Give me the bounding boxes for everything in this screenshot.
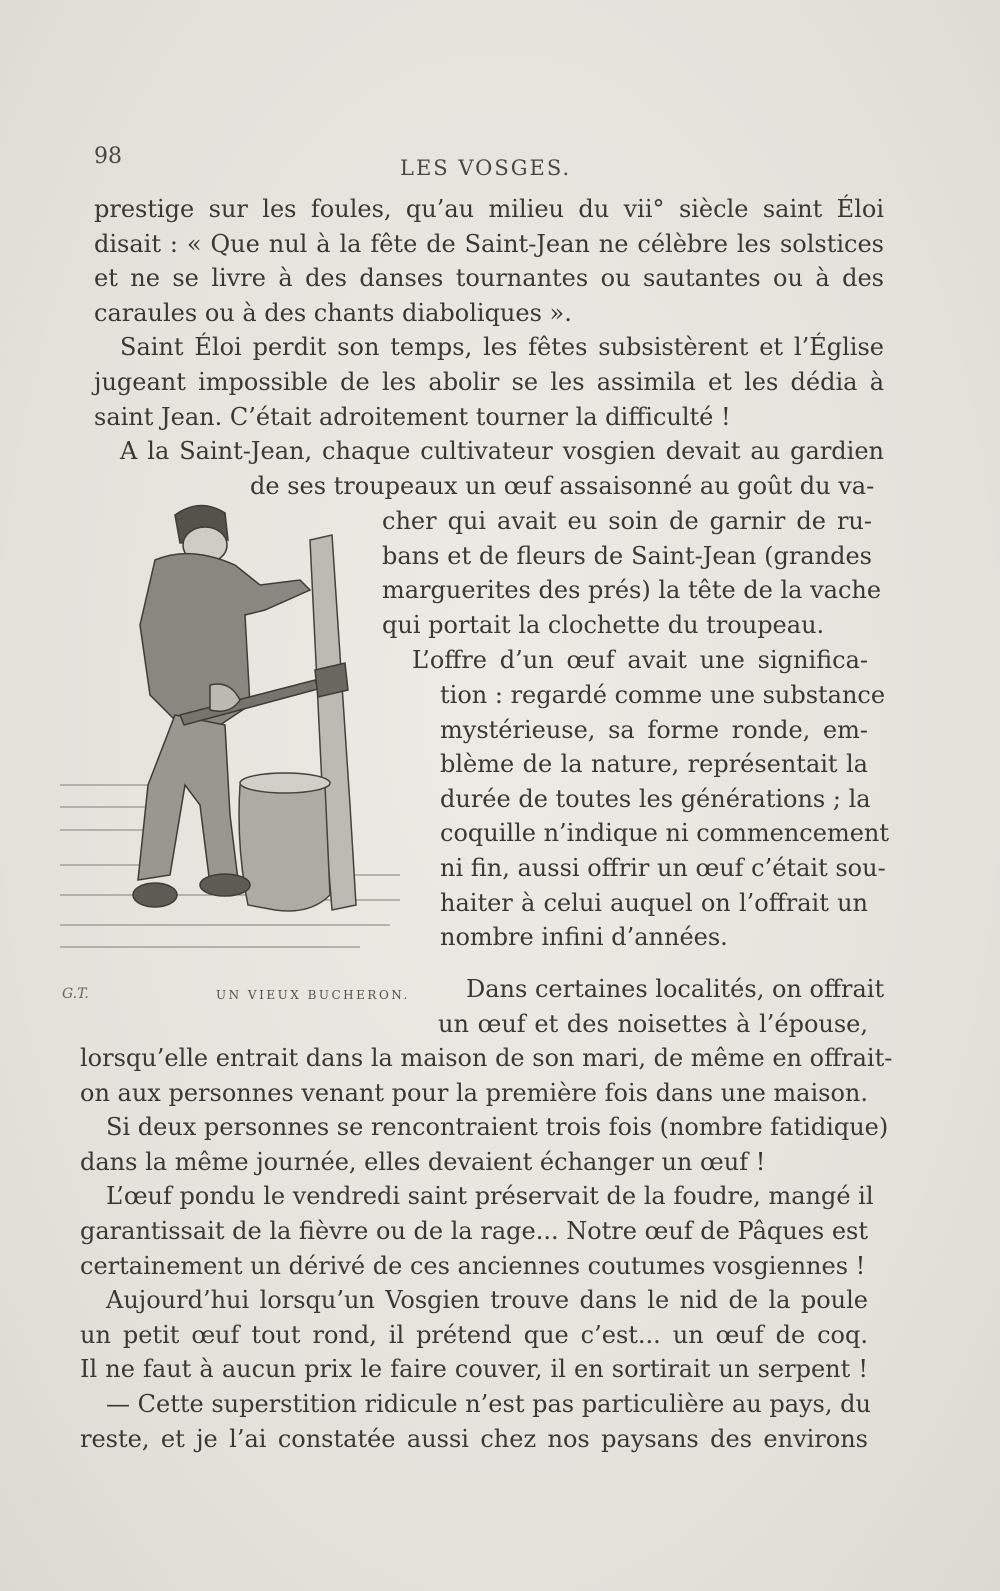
text-line: A la Saint-Jean, chaque cultivateur vosgien devait au gardien [120,437,884,466]
text-line: bans et de fleurs de Saint-Jean (grandes [382,541,872,570]
text-line: L’œuf pondu le vendredi saint préservait de la foudre, mangé il [106,1182,874,1211]
illustration-caption: UN VIEUX BUCHERON. [216,988,410,1002]
text-line: disait : « Que nul à la fête de Saint-Jean ne célèbre les solstices [94,229,884,258]
wrap-paragraph-c [466,972,885,1007]
woodcutter-engraving [60,485,420,1000]
text-line: qui portait la clochette du troupeau. [382,610,825,639]
text-line: Dans certaines localités, on offrait [466,975,885,1003]
text-line: prestige sur les foules, qu’au milieu du vii° siècle saint Éloi [94,195,884,223]
text-line: ni fin, aussi offrir un œuf c’était sou- [440,853,886,882]
text-line: — Cette superstition ridicule n’est pas particulière au pays, du [106,1389,871,1418]
page-number: 98 [94,144,122,169]
text-line: nombre infini d’années. [440,923,728,952]
text-line: Il ne faut à aucun prix le faire couver, il en sortirait un serpent ! [80,1355,868,1384]
text-line: tion : regardé comme une substance [440,681,886,709]
text-line: certainement un dérivé de ces anciennes coutumes vosgiennes ! [80,1251,866,1280]
wrap-paragraph-b-cont [440,678,890,955]
text-line: blème de la nature, représentait la [440,750,868,779]
text-line: Aujourd’hui lorsqu’un Vosgien trouve dans le nid de la poule [106,1286,868,1315]
text-line: cher qui avait eu soin de garnir de ru- [382,507,872,535]
text-line: de ses troupeaux un œuf assaisonné au goût du va- [250,472,875,500]
text-line: dans la même journée, elles devaient échanger un œuf ! [80,1147,766,1176]
engraver-signature: G.T. [62,986,89,1002]
text-line: caraules ou à des chants diaboliques ». [94,298,572,327]
text-line: on aux personnes venant pour la première fois dans une maison. [80,1078,868,1107]
text-line: marguerites des prés) la tête de la vache [382,576,882,605]
text-line: mystérieuse, sa forme ronde, em- [440,715,868,744]
text-line: un petit œuf tout rond, il prétend que c’est... un œuf de coq. [80,1320,868,1349]
text-line: haiter à celui auquel on l’offrait un [440,888,868,917]
text-line: garantissait de la fièvre ou de la rage... Notre œuf de Pâques est [80,1216,869,1245]
wrap-paragraph-a-cont [382,504,882,642]
text-line: Si deux personnes se rencontraient trois fois (nombre fatidique) [106,1113,889,1142]
text-line: saint Jean. C’était adroitement tourner la difficulté ! [94,402,731,431]
paragraph-bottom [80,1041,893,1456]
text-line: durée de toutes les générations ; la [440,784,871,813]
running-title: LES VOSGES. [400,156,572,180]
text-line: reste, et je l’ai constatée aussi chez nos paysans des environs [80,1424,868,1453]
wrap-paragraph-c-cont [438,1007,868,1042]
text-line: L’offre d’un œuf avait une significa- [412,646,868,674]
text-line: un œuf et des noisettes à l’épouse, [438,1010,868,1038]
text-line: jugeant impossible de les abolir se les assimila et les dédia à [94,367,884,396]
text-line: lorsqu’elle entrait dans la maison de son mari, de même en offrait- [80,1044,893,1072]
text-line: coquille n’indique ni commencement [440,819,890,848]
text-line: Saint Éloi perdit son temps, les fêtes subsistèrent et l’Église [120,333,884,362]
paragraph-top [94,192,884,469]
wrap-paragraph-b [412,643,868,678]
text-line: et ne se livre à des danses tournantes ou sautantes ou à des [94,264,884,293]
